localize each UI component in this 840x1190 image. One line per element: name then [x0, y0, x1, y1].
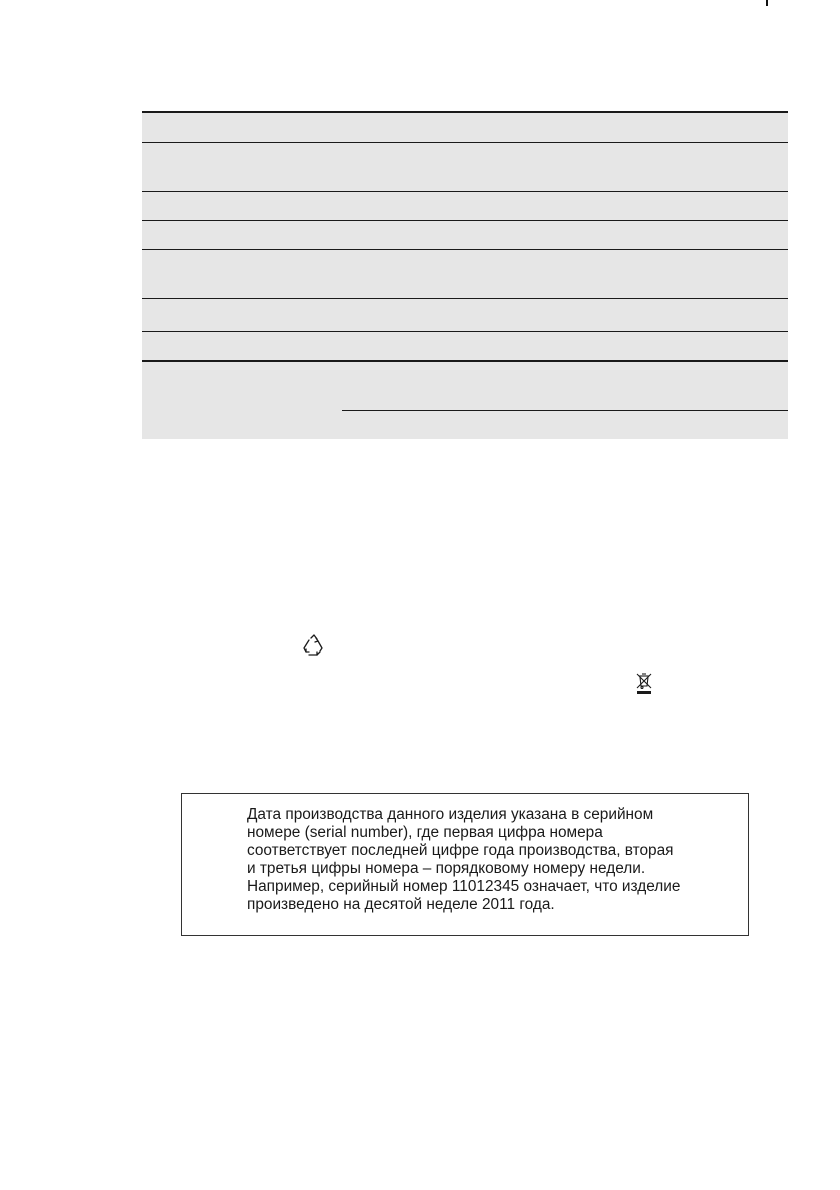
crossed-out-wheelie-bin-icon — [634, 671, 654, 695]
spec-row — [142, 192, 788, 221]
spec-row — [142, 113, 788, 143]
manufacture-date-notice — [181, 793, 749, 936]
notice-line: произведено на десятой неделе 2011 года. — [247, 896, 555, 913]
spec-row — [142, 250, 788, 299]
notice-line: Например, серийный номер 11012345 означает, что изделие — [247, 878, 681, 895]
recycle-icon — [301, 633, 327, 659]
spec-row — [142, 332, 788, 362]
notice-line: соответствует последней цифре года производства, вторая — [247, 842, 674, 859]
notice-line: Дата производства данного изделия указана в серийном — [247, 806, 654, 823]
notice-line: и третья цифры номера – порядковому номеру недели. — [247, 860, 646, 877]
spec-row — [142, 299, 788, 332]
spec-table — [142, 111, 788, 439]
sub-row-divider — [342, 410, 788, 411]
spec-row — [142, 143, 788, 192]
spec-row-split — [142, 362, 788, 439]
notice-text — [247, 806, 727, 914]
notice-line: номере (serial number), где первая цифра номера — [247, 824, 603, 841]
spec-row — [142, 221, 788, 250]
page-marker — [766, 0, 768, 6]
